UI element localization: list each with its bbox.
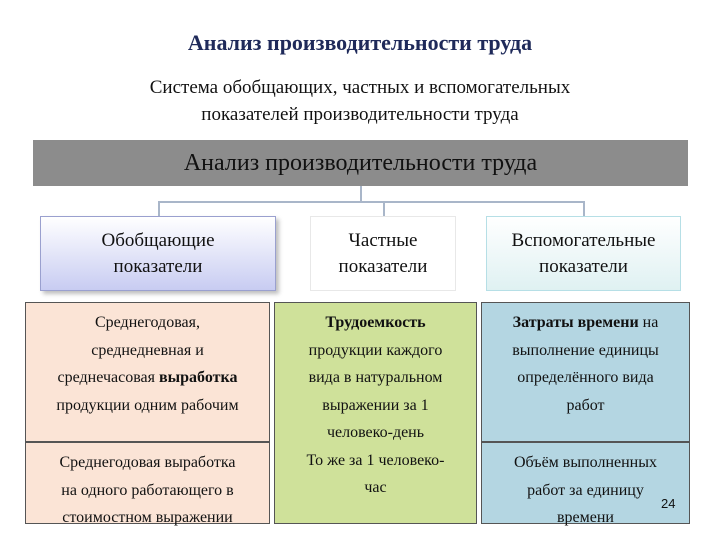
connector-vertical-auxiliary xyxy=(583,201,585,216)
category-label: Обобщающие xyxy=(101,229,215,251)
cell-line: Объём выполненных xyxy=(514,454,657,471)
cell-line: продукции одним рабочим xyxy=(56,396,239,414)
cell-line: час xyxy=(364,479,387,496)
diagram-root-banner: Анализ производительности труда xyxy=(33,140,688,186)
cell-line: выполнение единицы xyxy=(512,341,659,359)
cell-line xyxy=(482,309,689,337)
cell-text: на xyxy=(638,314,659,331)
cell-text-bold: Трудоемкость xyxy=(325,314,426,331)
auxiliary-indicator-time-cost xyxy=(481,302,690,442)
auxiliary-indicator-work-volume xyxy=(481,442,690,524)
cell-line: Среднегодовая выработка xyxy=(59,454,236,471)
connector-vertical-partial xyxy=(383,201,385,216)
cell-line: человеко-день xyxy=(326,424,425,441)
cell-text: среднечасовая xyxy=(57,369,159,386)
cell-text-bold: Затраты времени xyxy=(512,314,639,331)
category-label: Вспомогательные xyxy=(511,229,656,251)
page-number: 24 xyxy=(661,496,676,511)
subtitle-line: Система обобщающих, частных и вспомогательных xyxy=(149,77,571,98)
cell-line: Среднегодовая, xyxy=(94,314,200,331)
cell-line: выражении за 1 xyxy=(322,396,429,414)
connector-horizontal xyxy=(158,201,585,203)
connector-vertical-general xyxy=(158,201,160,216)
subtitle xyxy=(60,74,660,128)
general-indicator-value-output xyxy=(25,442,270,524)
cell-line: времени xyxy=(556,509,614,526)
cell-line: определённого вида xyxy=(517,369,654,386)
connector-vertical-root xyxy=(360,186,362,202)
general-indicator-output xyxy=(25,302,270,442)
subtitle-line: показателей производительности труда xyxy=(201,104,519,125)
category-label: показатели xyxy=(113,255,203,277)
cell-line: стоимостном выражении xyxy=(62,509,233,526)
cell-line: среднедневная и xyxy=(91,341,204,359)
category-label: показатели xyxy=(338,255,428,277)
cell-line: То же за 1 человеко- xyxy=(306,451,445,469)
category-general xyxy=(40,216,276,291)
category-auxiliary xyxy=(486,216,681,291)
cell-line: вида в натуральном xyxy=(308,369,443,386)
cell-text-bold: выработка xyxy=(159,369,238,386)
partial-indicator-labor-intensity xyxy=(274,302,477,524)
cell-line: работ за единицу xyxy=(527,481,644,499)
cell-line xyxy=(275,309,476,337)
cell-line: на одного работающего в xyxy=(61,481,234,499)
category-partial xyxy=(310,216,456,291)
page-title: Анализ производительности труда xyxy=(187,30,533,55)
cell-line: продукции каждого xyxy=(308,341,443,359)
category-label: Частные xyxy=(348,229,418,251)
cell-line: работ xyxy=(566,396,605,414)
cell-line xyxy=(26,364,269,392)
category-label: показатели xyxy=(539,255,628,277)
